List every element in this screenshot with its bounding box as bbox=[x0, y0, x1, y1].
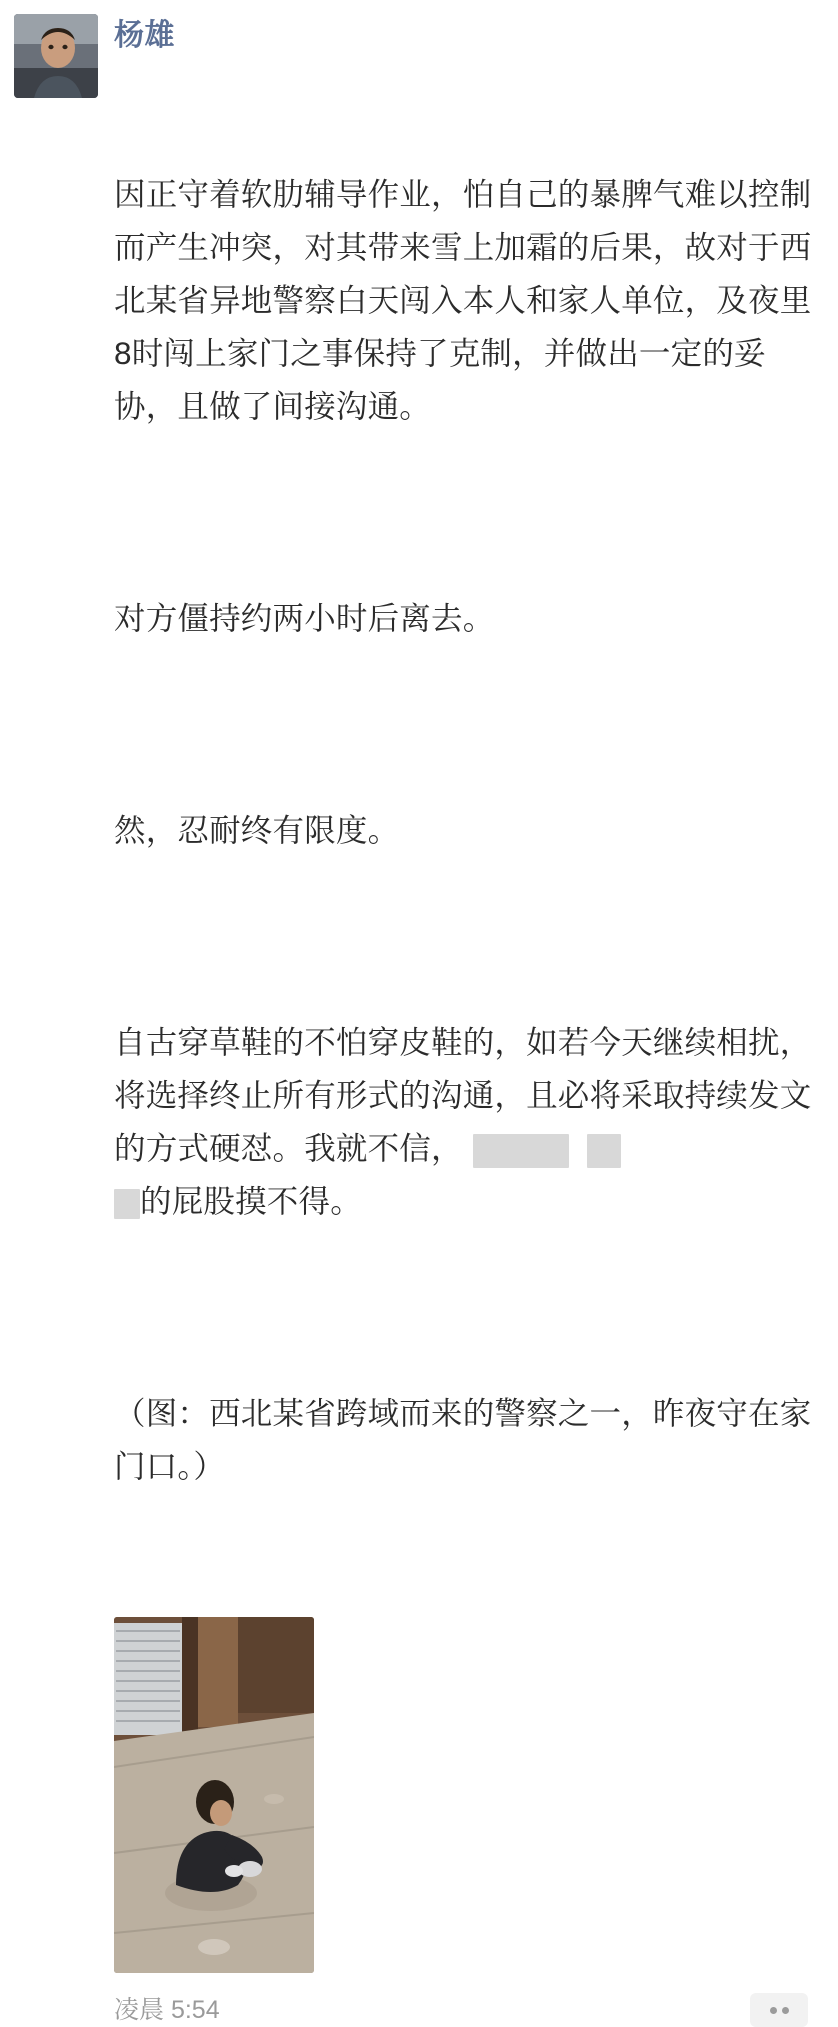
photo-person-sitting-on-floor-icon bbox=[114, 1617, 314, 1973]
post-image[interactable] bbox=[114, 1617, 314, 1973]
post-paragraph-3: 然，忍耐终有限度。 bbox=[114, 812, 400, 848]
post-content bbox=[114, 16, 818, 2027]
avatar[interactable] bbox=[14, 14, 98, 98]
post-timestamp: 凌晨 5:54 bbox=[114, 1996, 220, 2024]
post-author[interactable]: 杨雄 bbox=[114, 19, 175, 52]
user-photo-avatar-icon bbox=[14, 14, 98, 98]
post-paragraph-caption: （图：西北某省跨域而来的警察之一，昨夜守在家门口。） bbox=[114, 1395, 812, 1484]
post-paragraph-4-suffix: 的屁股摸不得。 bbox=[140, 1183, 362, 1219]
redaction-mask-1 bbox=[473, 1134, 569, 1168]
redaction-mask-2 bbox=[587, 1134, 621, 1168]
post-footer bbox=[114, 1993, 818, 2027]
post-paragraph-1: 因正守着软肋辅导作业，怕自己的暴脾气难以控制而产生冲突，对其带来雪上加霜的后果，故对于西北某省异地警察白天闯入本人和家人单位，及夜里8时闯上家门之事保持了克制，并做出一定的妥协，且做了间接沟通。 bbox=[114, 176, 812, 424]
post-text bbox=[114, 62, 818, 1599]
more-dot-1 bbox=[770, 2007, 777, 2014]
more-dots-icon[interactable] bbox=[750, 1993, 808, 2027]
redaction-mask-3 bbox=[114, 1189, 140, 1219]
post-paragraph-2: 对方僵持约两小时后离去。 bbox=[114, 600, 495, 636]
more-dot-2 bbox=[782, 2007, 789, 2014]
post-paragraph-4-prefix: 自古穿草鞋的不怕穿皮鞋的，如若今天继续相扰，将选择终止所有形式的沟通，且必将采取持续发文的方式硬怼。我就不信， bbox=[114, 1024, 812, 1166]
post-paragraph-4 bbox=[114, 1016, 812, 1228]
